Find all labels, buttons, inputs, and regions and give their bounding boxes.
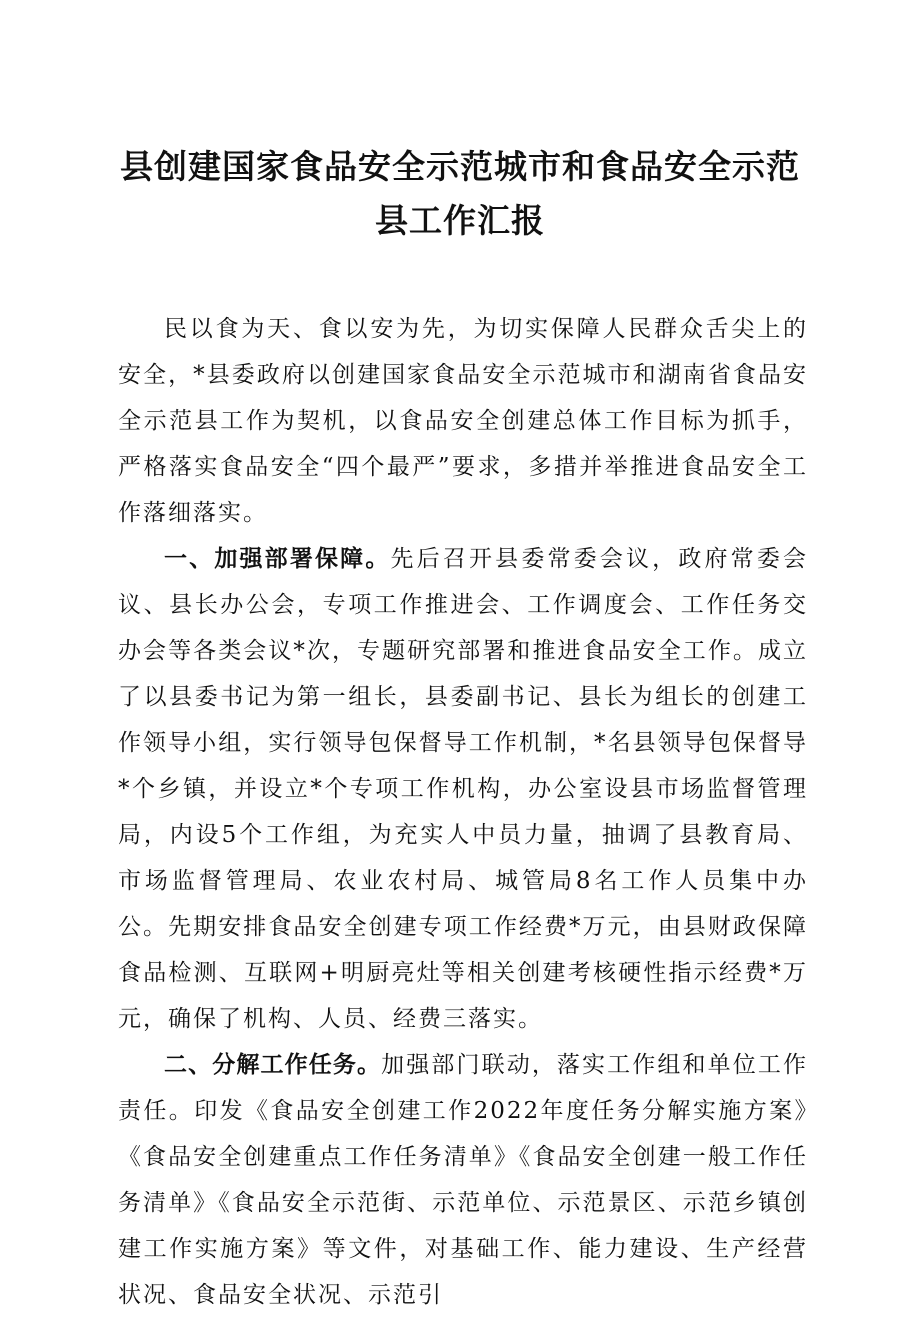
- section-heading-1: 一、加强部署保障。: [164, 546, 391, 572]
- paragraph-section-1: [118, 536, 808, 1042]
- paragraph-text: 先后召开县委常委会议，政府常委会议、县长办公会，专项工作推进会、工作调度会、工作任务交办会等各类会议*次，专题研究部署和推进食品安全工作。成立了以县委书记为第一组长，县委副书记、县长为组长的创建工作领导小组，实行领导包保督导工作机制，*名县领导包保督导*个乡镇，并设立*个专项工作机构，办公室设县市场监督管理局，内设5个工作组，为充实人中员力量，抽调了县教育局、市场监督管理局、农业农村局、城管局8名工作人员集中办公。先期安排食品安全创建专项工作经费*万元，由县财政保障食品检测、互联网+明厨亮灶等相关创建考核硬性指示经费*万元，确保了机构、人员、经费三落实。: [118, 546, 809, 1032]
- paragraph-section-2: [118, 1042, 808, 1318]
- document-title: 县创建国家食品安全示范城市和食品安全示范县工作汇报: [120, 147, 800, 240]
- paragraph-text: 加强部门联动，落实工作组和单位工作责任。印发《食品安全创建工作2022年度任务分解实施方案》《食品安全创建重点工作任务清单》《食品安全创建一般工作任务清单》《食品安全示范街、示范单位、示范景区、示范乡镇创建工作实施方案》等文件，对基础工作、能力建设、生产经营状况、食品安全状况、示范引: [118, 1052, 809, 1308]
- paragraph-intro: [118, 306, 808, 536]
- section-heading-2: 二、分解工作任务。: [164, 1052, 382, 1078]
- document-body: [118, 306, 808, 1318]
- paragraph-text: 民以食为天、食以安为先，为切实保障人民群众舌尖上的安全，*县委政府以创建国家食品安全示范城市和湖南省食品安全示范县工作为契机，以食品安全创建总体工作目标为抓手，严格落实食品安全“四个最严”要求，多措并举推进食品安全工作落细落实。: [118, 316, 808, 526]
